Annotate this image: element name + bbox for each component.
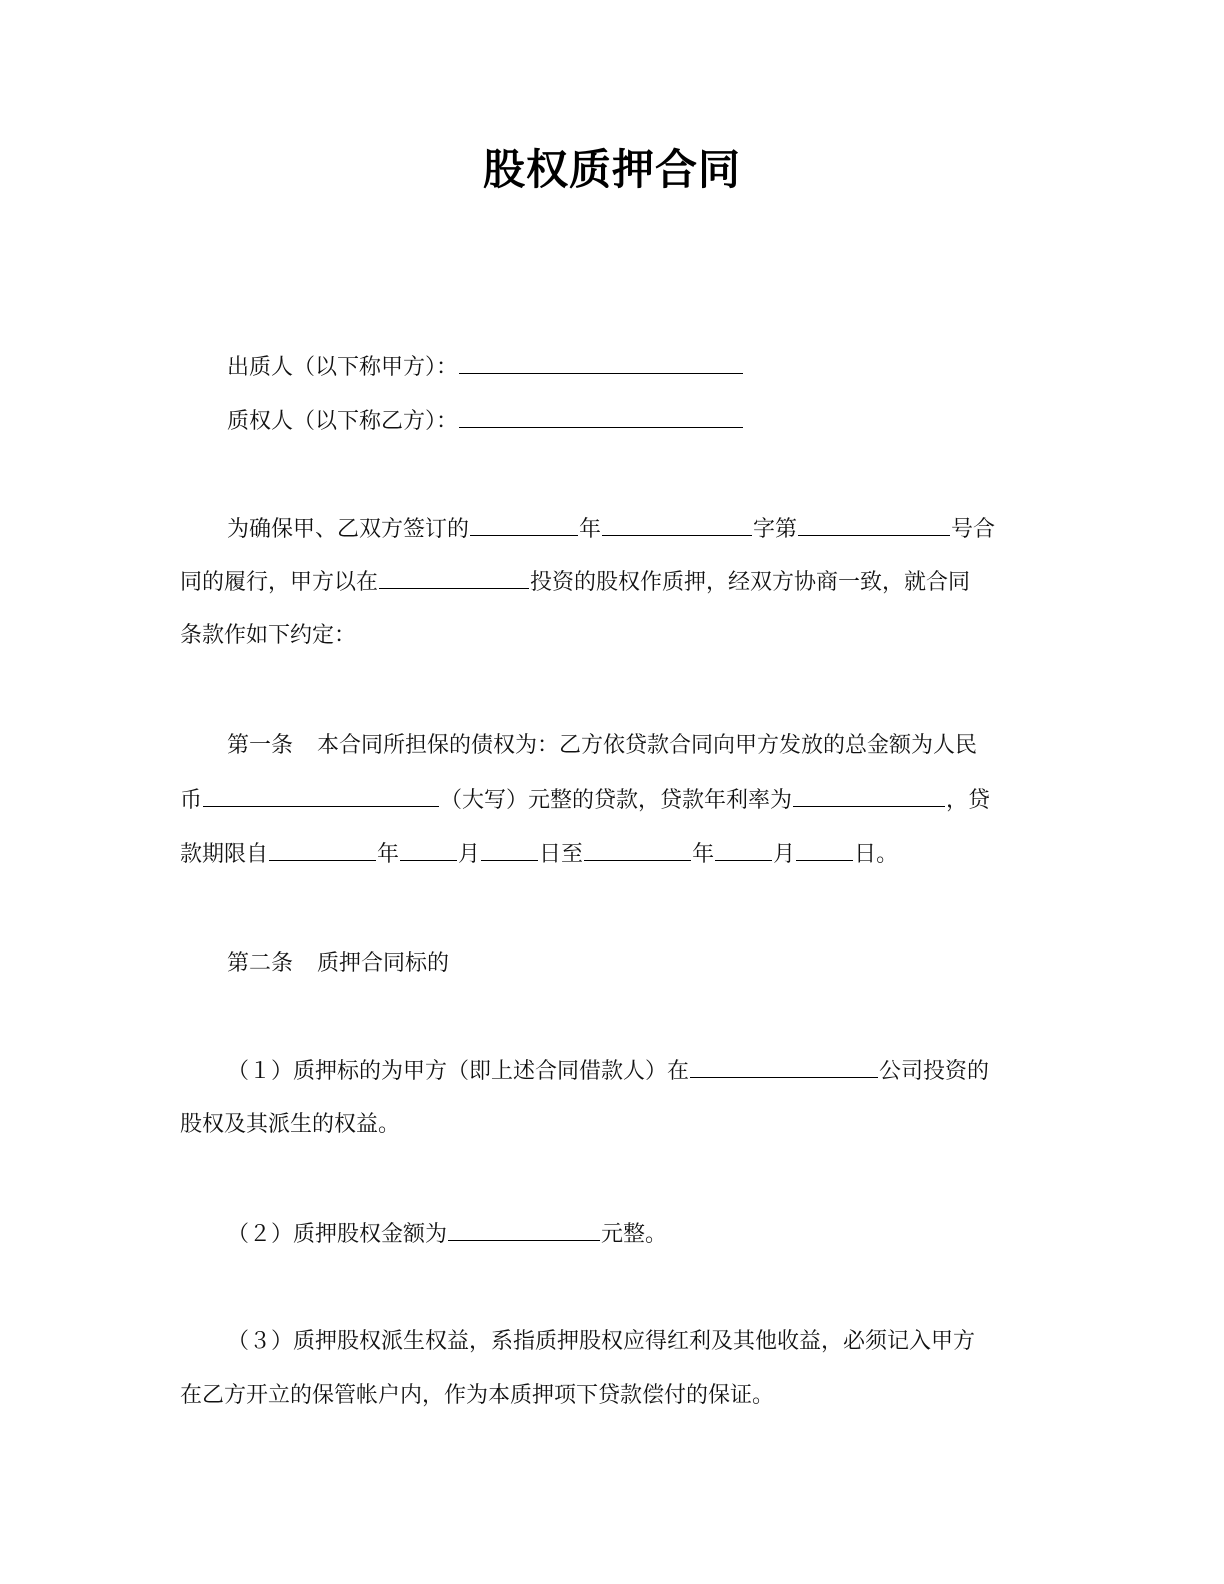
end-year-blank[interactable]: [584, 838, 691, 861]
article2-line: [227, 948, 1087, 980]
item3-text: 在乙方开立的保管帐户内，作为本质押项下贷款偿付的保证。: [180, 1383, 775, 1408]
pledgor-label: 出质人（以下称甲方）：: [227, 355, 459, 380]
article1-text: 年: [692, 842, 715, 867]
preamble-line-2: [180, 566, 1040, 598]
interest-rate-blank[interactable]: [793, 784, 945, 807]
article1-text: ，贷: [946, 788, 991, 813]
document-title: 股权质押合同: [482, 145, 741, 194]
article1-text: 年: [377, 842, 400, 867]
item2-line: [227, 1218, 1087, 1250]
article1-line-1: [227, 730, 1087, 762]
article1-text: （大写）元整的贷款，贷款年利率为: [440, 788, 793, 813]
item3-text: 质押股权派生权益，系指质押股权应得红利及其他收益，必须记入甲方: [293, 1329, 976, 1354]
contract-number-blank[interactable]: [798, 513, 950, 536]
article1-text: 款期限自: [180, 842, 269, 867]
item2-number: （２）: [227, 1222, 294, 1247]
preamble-text: 条款作如下约定：: [180, 623, 357, 648]
article1-text: 本合同所担保的债权为：乙方依贷款合同向甲方发放的总金额为人民: [317, 733, 978, 758]
preamble-text: 年: [579, 517, 602, 542]
pledgee-line: [227, 405, 1087, 437]
loan-amount-blank[interactable]: [203, 784, 439, 807]
start-day-blank[interactable]: [481, 838, 538, 861]
item1-text: 公司投资的: [879, 1059, 990, 1084]
start-year-blank[interactable]: [269, 838, 376, 861]
item1-number: （１）: [227, 1059, 294, 1084]
article1-text: 币: [180, 788, 203, 813]
article1-text: 日至: [539, 842, 584, 867]
start-month-blank[interactable]: [400, 838, 457, 861]
item3-line-1: [227, 1326, 1087, 1358]
end-month-blank[interactable]: [715, 838, 772, 861]
preamble-text: 为确保甲、乙双方签订的: [227, 517, 470, 542]
item1-line-2: [180, 1109, 1040, 1141]
preamble-line-1: [227, 513, 1087, 545]
preamble-text: 同的履行，甲方以在: [180, 570, 379, 595]
preamble-text: 投资的股权作质押，经双方协商一致，就合同: [530, 570, 971, 595]
article2-heading: 第二条: [227, 951, 294, 976]
item1-text: 股权及其派生的权益。: [180, 1112, 401, 1137]
investment-company-blank[interactable]: [379, 566, 529, 589]
pledged-equity-amount-blank[interactable]: [448, 1218, 600, 1241]
pledgor-line: [227, 351, 1087, 383]
preamble-text: 号合: [951, 517, 996, 542]
item2-text: 质押股权金额为: [293, 1222, 448, 1247]
article1-text: 日。: [854, 842, 899, 867]
item1-line-1: [227, 1055, 1087, 1087]
pledged-company-blank[interactable]: [690, 1055, 878, 1078]
contract-prefix-blank[interactable]: [602, 513, 752, 536]
item3-number: （３）: [227, 1329, 294, 1354]
contract-year-blank[interactable]: [470, 513, 578, 536]
pledgee-name-blank[interactable]: [459, 405, 743, 428]
item2-text: 元整。: [601, 1222, 668, 1247]
article1-heading: 第一条: [227, 733, 294, 758]
end-day-blank[interactable]: [796, 838, 853, 861]
item3-line-2: [180, 1380, 1040, 1412]
preamble-text: 字第: [753, 517, 798, 542]
article1-line-2: [180, 784, 1040, 816]
article1-text: 月: [458, 842, 481, 867]
pledgor-name-blank[interactable]: [459, 351, 743, 374]
preamble-line-3: [180, 620, 1040, 652]
article1-text: 月: [773, 842, 796, 867]
item1-text: 质押标的为甲方（即上述合同借款人）在: [293, 1059, 690, 1084]
article2-title: 质押合同标的: [317, 951, 450, 976]
article1-line-3: [180, 838, 1040, 870]
pledgee-label: 质权人（以下称乙方）：: [227, 409, 459, 434]
